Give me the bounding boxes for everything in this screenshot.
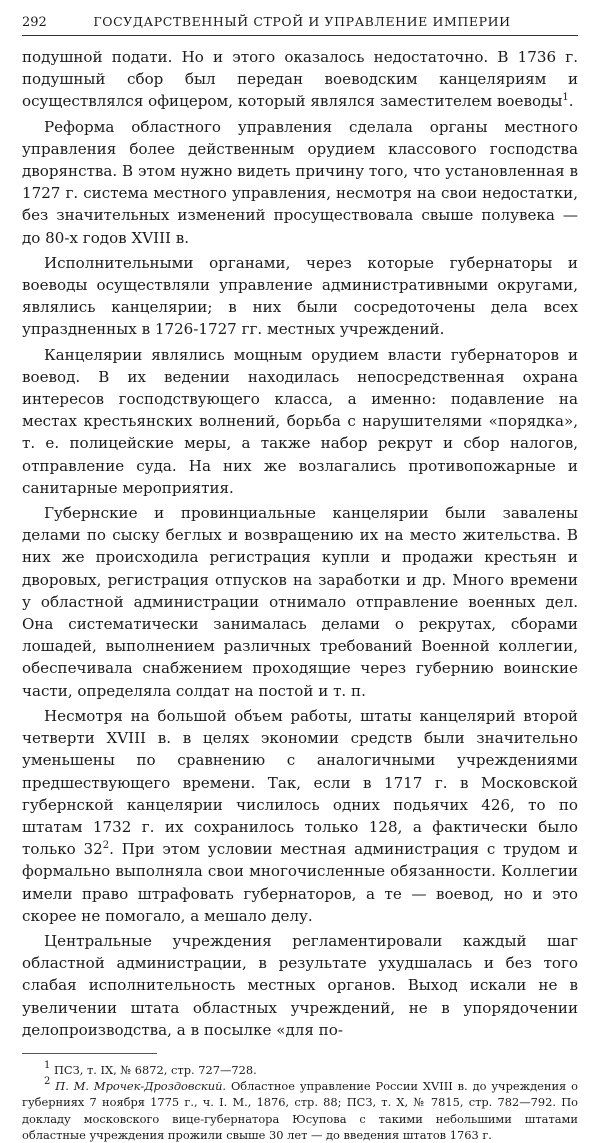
- paragraph: Исполнительными органами, через которые губернаторы и воеводы осуществляли управление административными округами, являлись канцелярии; в них были сосредоточены дела всех упраздненных в 1726-1727 гг. местных учреждений.: [22, 253, 578, 339]
- paragraph: Несмотря на большой объем работы, штаты канцелярий второй четверти XVIII в. в целях экономии средств были значительно уменьшены по сравнению с аналогичными учреждениями предшествующего времени. Так, если в 1717 г. в Московской губернской канцелярии числилось одних подьячих 426, то по штатам 1732 г. их сохранилось только 128, а фактически было только $32^2$. При этом условии местная администрация с трудом и формально выполняла свои многочисленные обязанности. Коллегии имели право штрафовать губернаторов, а те — воевод, но и это скорее не помогало, а мешало делу.: [22, 706, 578, 925]
- footnote-author: П. М. Мрочек-Дроздовский.: [55, 1079, 227, 1094]
- footnote-ref-2: 2: [102, 840, 110, 852]
- footnote-ref-1: 1: [562, 92, 569, 104]
- paragraph: Канцелярии являлись мощным орудием власти губернаторов и воевод. В их ведении находилась непосредственная охрана интересов господствующего класса, а именно: подавление на местах крестьянских волнений, борьба с нарушителями «порядка», т. е. полицейские меры, а также набор рекрут и сбор налогов, отправление суда. На них же возлагались противопожарные и санитарные мероприятия.: [22, 345, 578, 497]
- paragraph: подушной подати. Но и этого оказалось недостаточно. В 1736 г. подушный сбор был передан воеводским канцеляриям и осуществлялся офицером, который являлся заместителем воеводы$^1$.: [22, 48, 578, 111]
- footnote-marker: 1: [44, 1059, 51, 1071]
- page-number: 292: [22, 15, 47, 30]
- footnote-marker: 2: [44, 1076, 51, 1088]
- footnote-text: Областное управление России XVIII в. до учреждения о губерниях 7 ноября 1775 г., ч. I. М., 1876, стр. 88; ПСЗ, т. X, № 7815, стр. 782—792. По докладу московского вице-губернатора Юсупова с такими небольшими штатами областные учреждения прожили свыше 30 лет — до введения штатов 1763 г.: [22, 1079, 578, 1142]
- paragraph: Центральные учреждения регламентировали каждый шаг областной администрации, в результате ухудшалась и без того слабая исполнительность местных органов. Выход искали не в увеличении штата областных учреждений, не в упорядочении делопроизводства, а в посылке «для по-: [22, 931, 578, 1039]
- running-header: [22, 14, 578, 36]
- paragraph: Губернские и провинциальные канцелярии были завалены делами по сыску беглых и возвращению их на место жительства. В них же происходила регистрация купли и продажи крестьян и дворовых, регистрация отпусков на заработки и др. Много времени у областной администрации отнимало отправление военных дел. Она систематически занималась делами о рекрутах, сборами лошадей, выполнением различных требований Военной коллегии, обеспечивала снабжением проходящие через губернию воинские части, определяла солдат на постой и т. п.: [22, 504, 578, 700]
- footnote-2: [22, 1078, 578, 1143]
- main-text: [22, 46, 578, 1041]
- footnote-divider: [22, 1053, 157, 1054]
- footnote-text: ПСЗ, т. IX, № 6872, стр. 727—728.: [54, 1062, 257, 1077]
- running-title: ГОСУДАРСТВЕННЫЙ СТРОЙ И УПРАВЛЕНИЕ ИМПЕРИИ: [93, 14, 511, 29]
- footnote-1: [22, 1059, 578, 1078]
- footnotes: [22, 1059, 578, 1143]
- book-page: [22, 14, 578, 1143]
- paragraph: Реформа областного управления сделала органы местного управления более действенным орудием классового господства дворянства. В этом нужно видеть причину того, что установленная в 1727 г. система местного управления, несмотря на свои недостатки, без значительных изменений просуществовала свыше полувека — до 80-х годов XVIII в.: [22, 117, 578, 247]
